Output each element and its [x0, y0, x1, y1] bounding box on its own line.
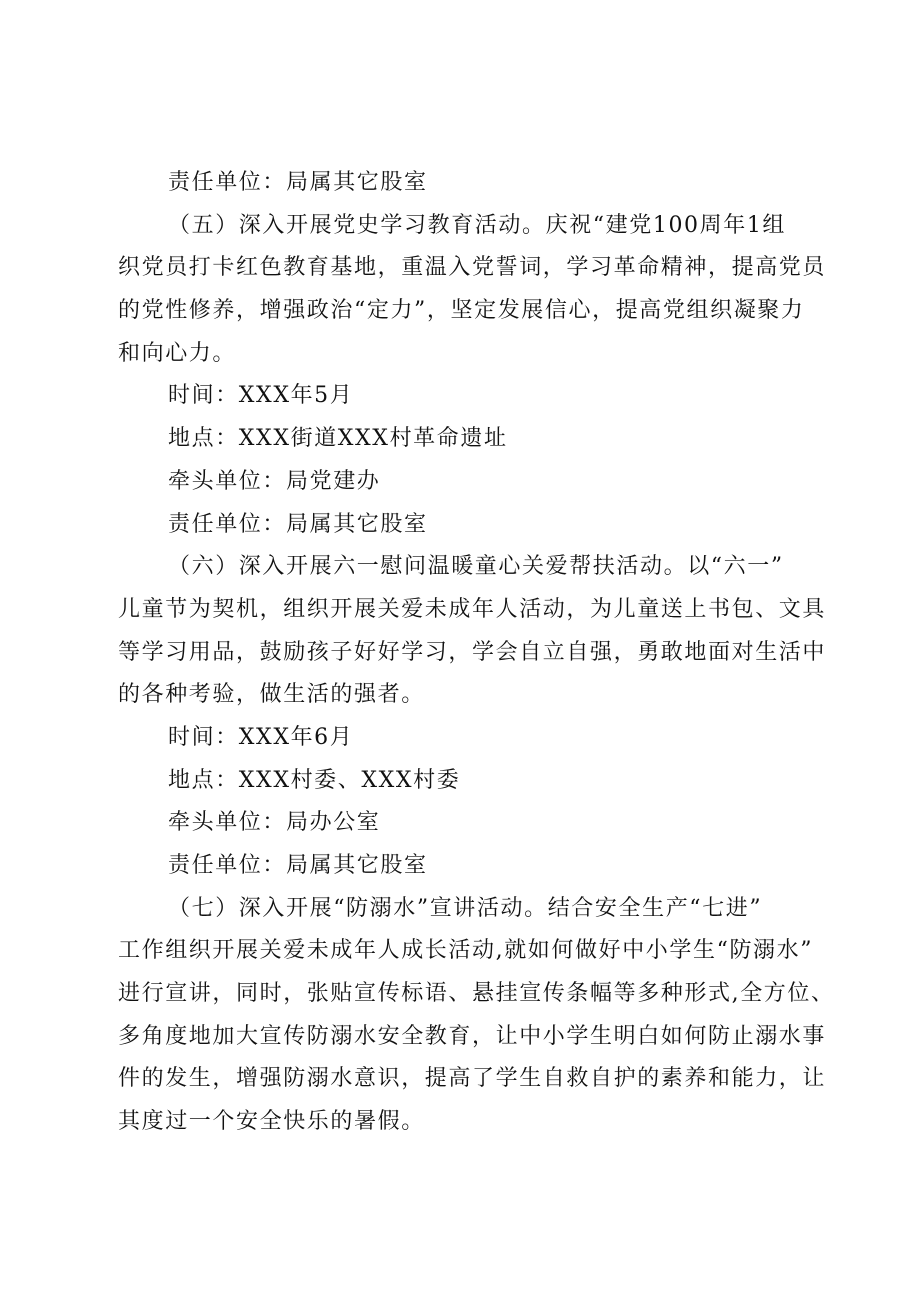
text-line: 的各种考验，做生活的强者。	[118, 682, 425, 708]
time-line: 时间：XXX年6月	[168, 724, 354, 750]
location-line: 地点：XXX村委、XXX村委	[168, 767, 461, 793]
text-line: 其度过一个安全快乐的暑假。	[118, 1109, 425, 1135]
text-line: 的党性修养，增强政治“定力”，坚定发展信心，提高党组织凝聚力	[118, 298, 805, 324]
time-line: 时间：XXX年5月	[168, 383, 354, 409]
text-line: 责任单位：局属其它股室	[168, 170, 428, 195]
paragraph-heading-5: （五）深入开展党史学习教育活动。庆祝“建党100周年1组	[168, 212, 787, 238]
paragraph-heading-6: （六）深入开展六一慰问温暖童心关爱帮扶活动。以“六一”	[168, 554, 784, 580]
location-line: 地点：XXX街道XXX村革命遗址	[168, 426, 508, 452]
responsible-unit-line: 责任单位：局属其它股室	[168, 853, 428, 878]
text-line: 工作组织开展关爱未成年人成长活动,就如何做好中小学生“防溺水”	[118, 938, 814, 964]
responsible-unit-line: 责任单位：局属其它股室	[168, 511, 428, 537]
text-line: 儿童节为契机，组织开展关爱未成年人活动，为儿童送上书包、文具	[118, 596, 827, 622]
text-line: 和向心力。	[118, 340, 237, 366]
text-line: 件的发生，增强防溺水意识，提高了学生自救自护的素养和能力，让	[118, 1066, 827, 1092]
text-line: 织党员打卡红色教育基地，重温入党誓词，学习革命精神，提高党员	[118, 255, 827, 281]
text-line: 多角度地加大宣传防溺水安全教育，让中小学生明白如何防止溺水事	[118, 1023, 827, 1049]
paragraph-heading-7: （七）深入开展“防溺水”宣讲活动。结合安全生产“七进”	[168, 895, 763, 921]
lead-unit-line: 牵头单位：局党建办	[168, 468, 381, 494]
lead-unit-line: 牵头单位：局办公室	[168, 810, 381, 836]
text-line: 进行宣讲，同时，张贴宣传标语、悬挂宣传条幅等多种形式,全方位、	[118, 981, 835, 1007]
document-body	[118, 162, 835, 1144]
text-line: 等学习用品，鼓励孩子好好学习，学会自立自强，勇敢地面对生活中	[118, 639, 827, 665]
